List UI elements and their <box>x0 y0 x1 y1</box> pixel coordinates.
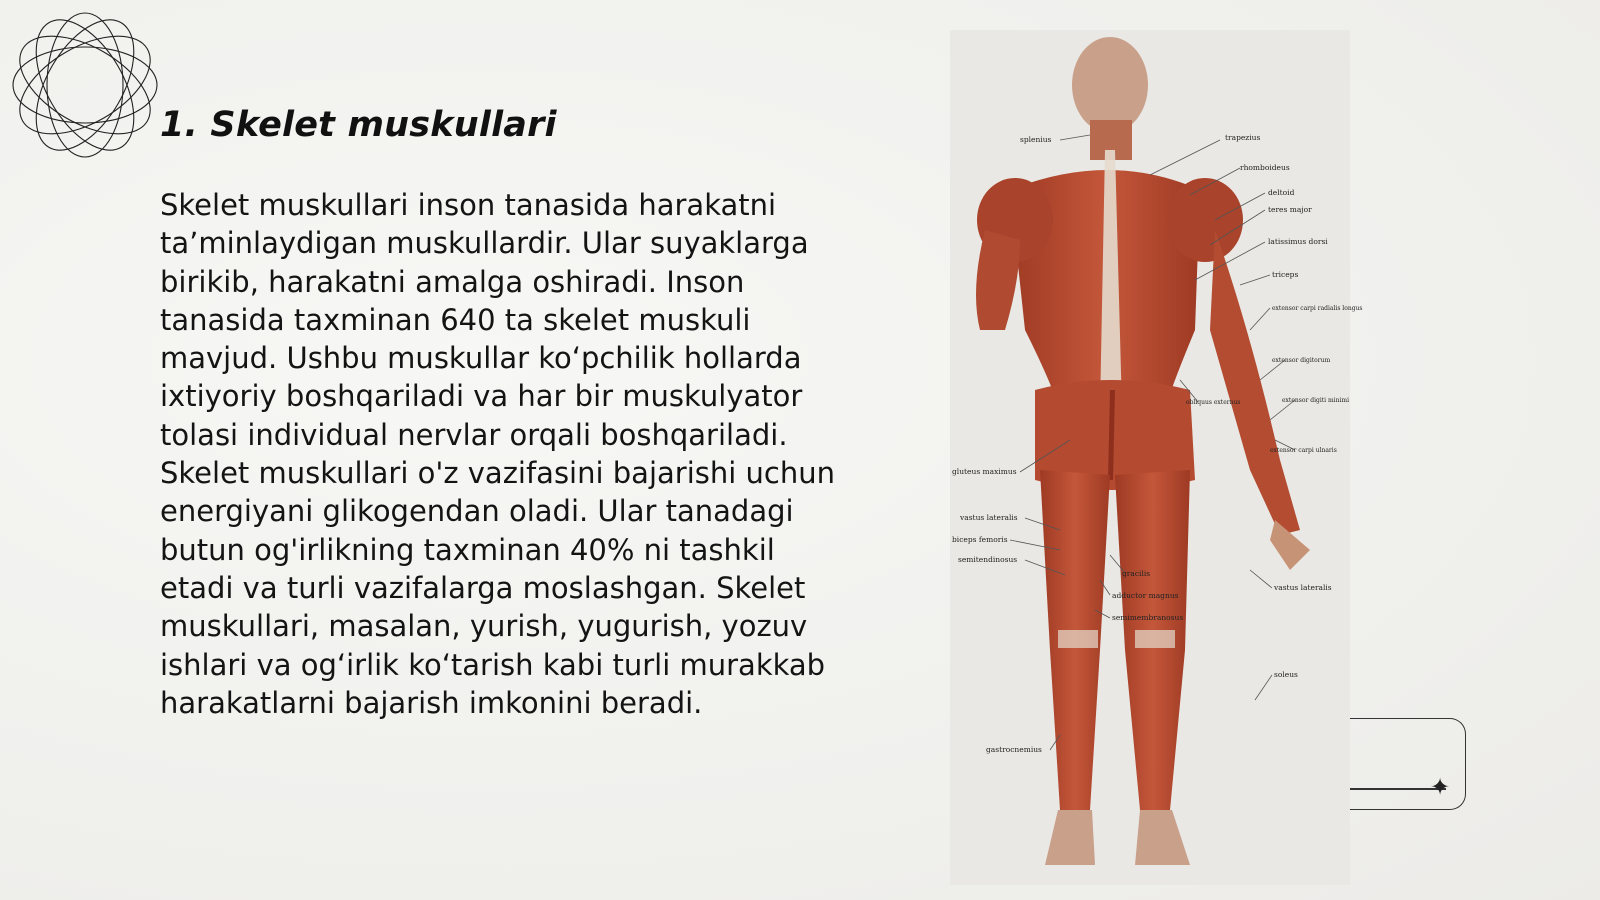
label-deltoid: deltoid <box>1268 188 1295 197</box>
label-trapezius: trapezius <box>1225 133 1261 142</box>
label-vastus-right: vastus lateralis <box>1274 583 1332 592</box>
label-latissimus: latissimus dorsi <box>1268 237 1328 246</box>
label-rhomboideus: rhomboideus <box>1240 163 1290 172</box>
label-obliquus: obliquus externus <box>1186 399 1241 406</box>
label-extensor-carpi: extensor carpi radialis longus <box>1272 305 1363 312</box>
label-vastus-left: vastus lateralis <box>960 513 1018 522</box>
label-adductor: adductor magnus <box>1112 591 1179 600</box>
muscle-anatomy-figure <box>950 30 1363 885</box>
label-extensor-carpi-ulnaris: extensor carpi ulnaris <box>1270 447 1337 454</box>
label-biceps-femoris: biceps femoris <box>952 535 1008 544</box>
sparkle-icon: ✦ <box>1430 773 1451 801</box>
label-triceps: triceps <box>1272 270 1299 279</box>
label-extensor-digiti: extensor digiti minimi <box>1282 397 1349 404</box>
muscle-anatomy-illustration <box>950 30 1363 885</box>
label-semimembranosus: semimembranosus <box>1112 613 1184 622</box>
slide-body-text: Skelet muskullari inson tanasida harakatni ta’minlaydigan muskullardir. Ular suyaklarga birikib, harakatni amalga oshiradi. Inson tanasida taxminan 640 ta skelet muskuli mavjud. Ushbu muskullar ko‘pchilik hollarda ixtiyoriy boshqariladi va har bir muskulyator tolasi individual nervlar orqali boshqariladi. Skelet muskullari o'z vazifasini bajarishi uchun energiyani glikogendan oladi. Ular tanadagi butun og'irlikning taxminan 40% ni tashkil etadi va turli vazifalarga moslashgan. Skelet muskullari, masalan, yurish, yugurish, yozuv ishlari va og‘irlik ko‘tarish kabi turli murakkab harakatlarni bajarish imkonini beradi. <box>160 188 835 720</box>
label-gastrocnemius: gastrocnemius <box>986 745 1042 754</box>
decorative-rings-icon <box>10 10 160 160</box>
label-splenius: splenius <box>1020 135 1052 144</box>
label-gracilis: gracilis <box>1122 569 1151 578</box>
label-extensor-digitorum: extensor digitorum <box>1272 357 1331 364</box>
label-semitendinosus: semitendinosus <box>958 555 1018 564</box>
label-soleus: soleus <box>1274 670 1298 679</box>
label-teres-major: teres major <box>1268 205 1312 214</box>
slide-title: 1. Skelet muskullari <box>160 105 557 145</box>
label-gluteus: gluteus maximus <box>952 467 1017 476</box>
